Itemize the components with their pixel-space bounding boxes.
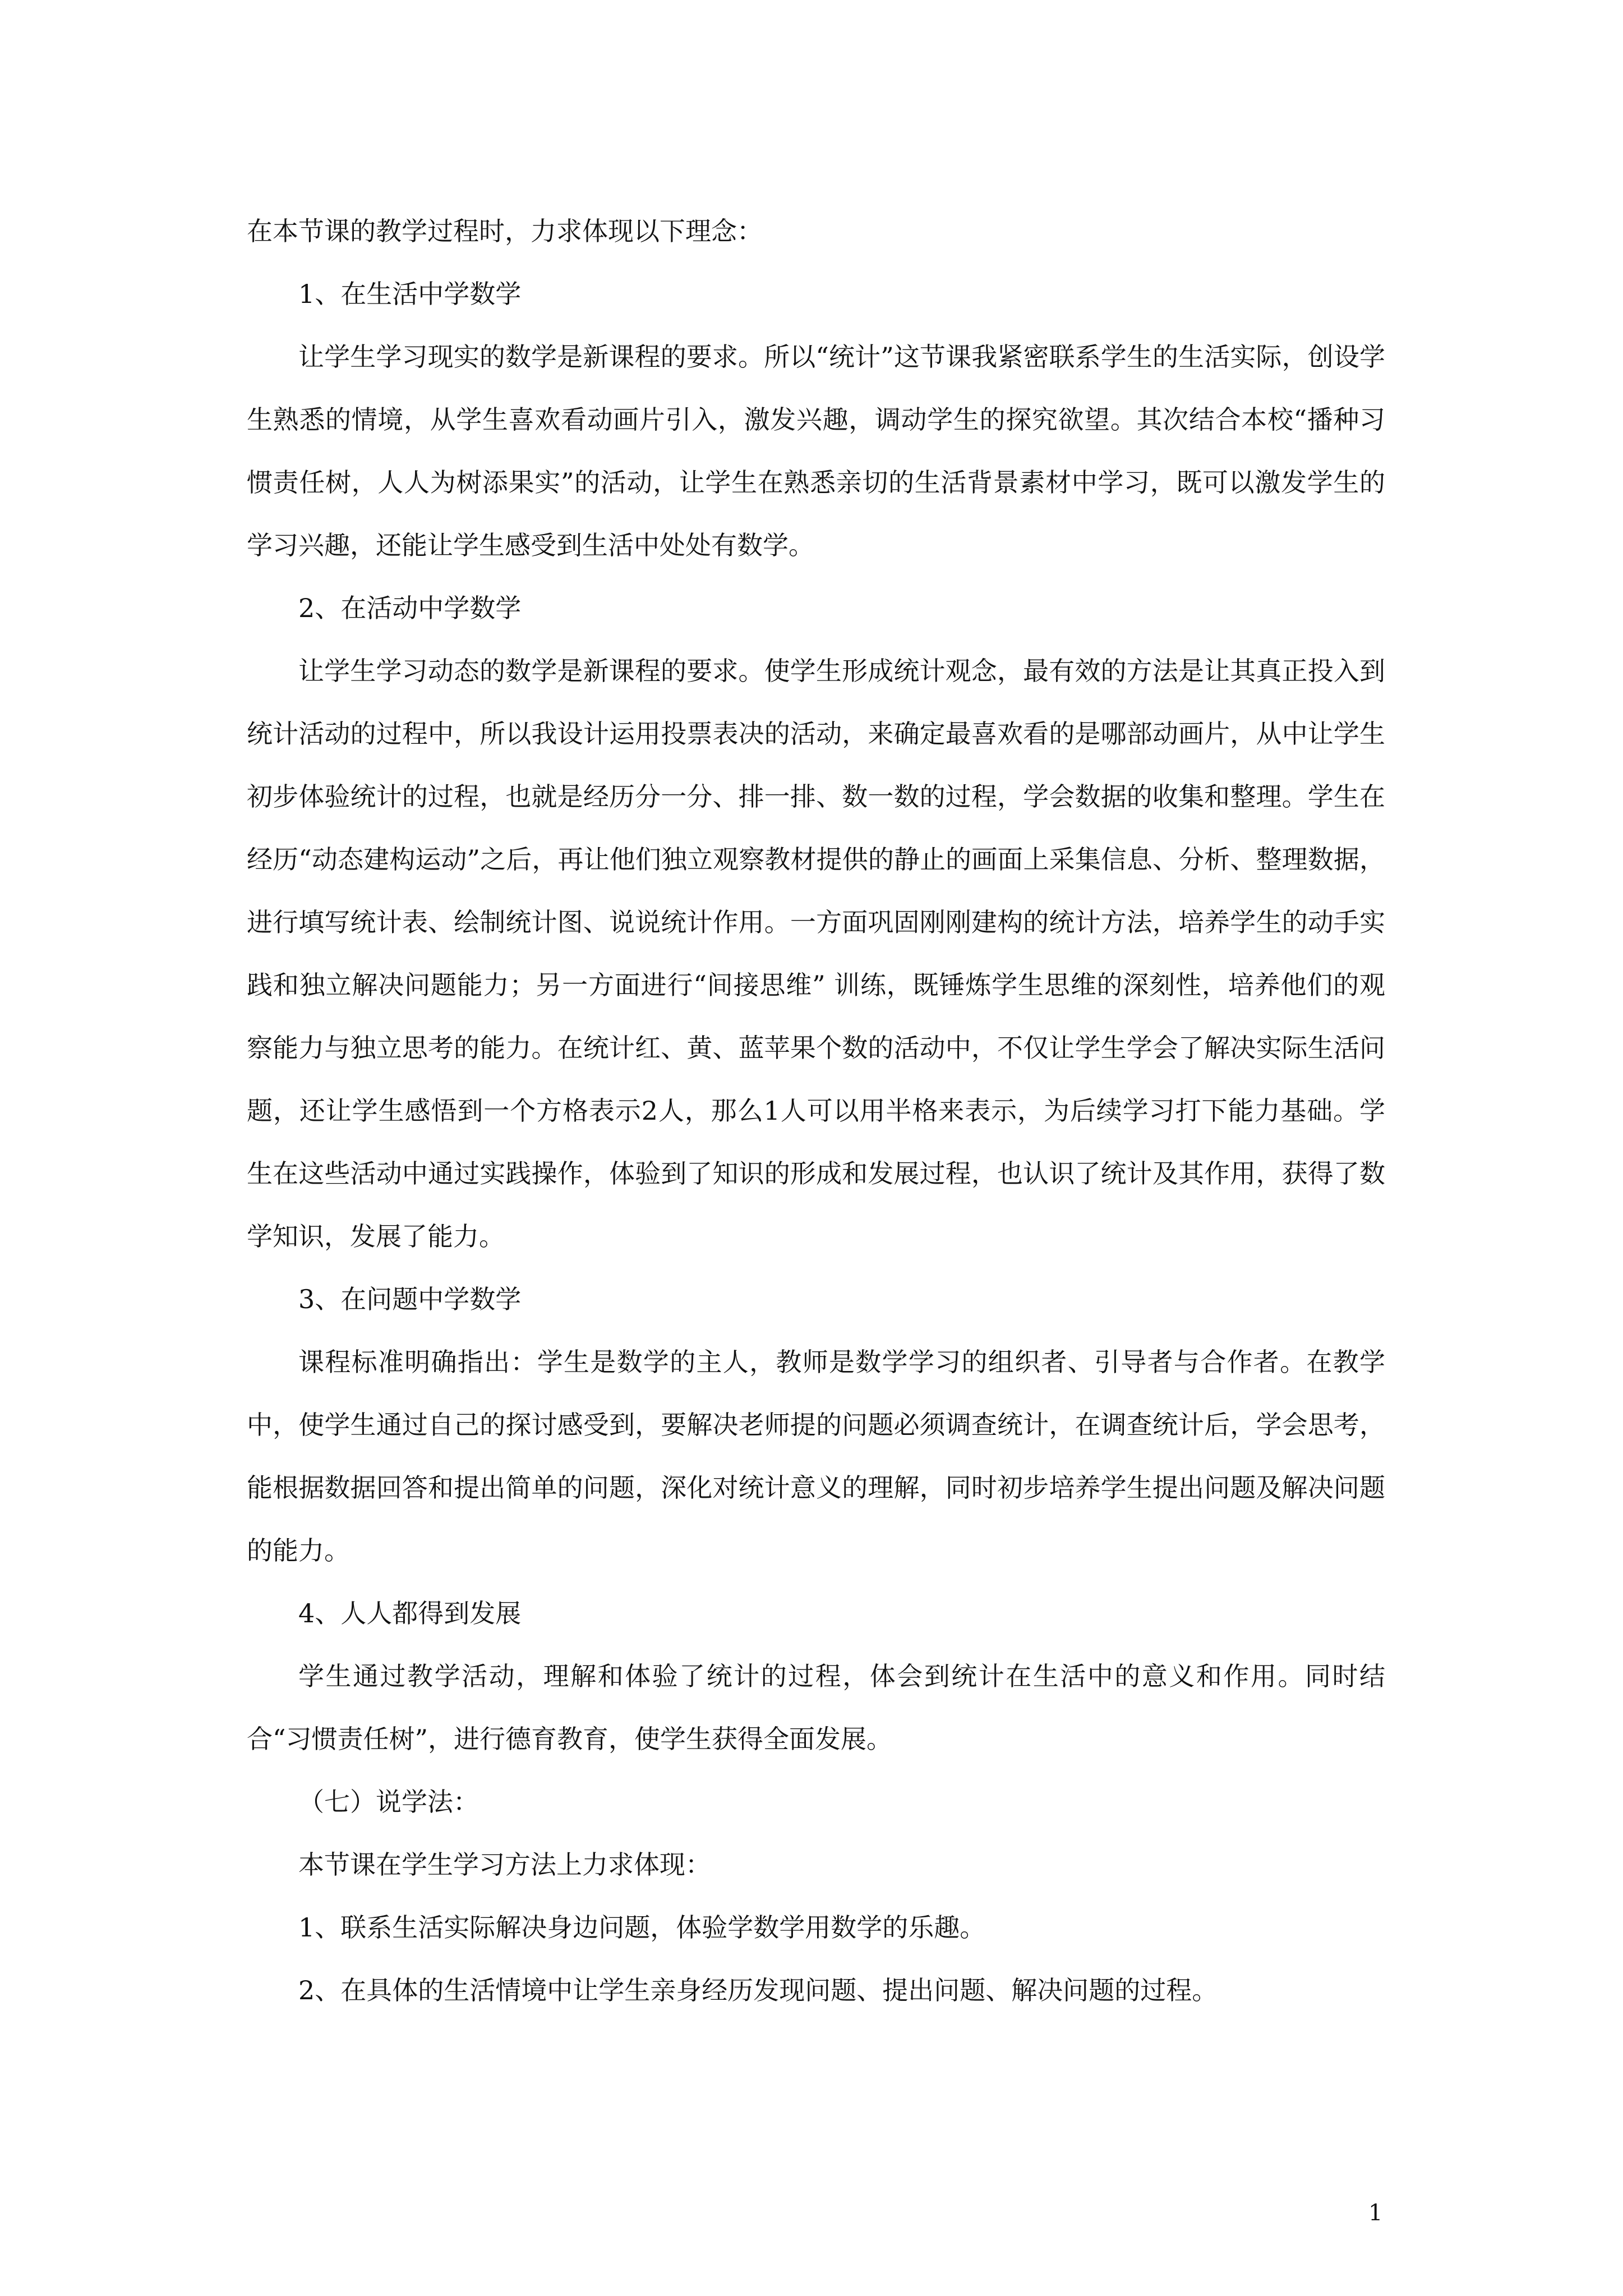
section-heading-2: 2、在活动中学数学 (298, 593, 522, 623)
paragraph-1: 让学生学习现实的数学是新课程的要求。所以“统计”这节课我紧密联系学生的生活实际，创设学生熟悉的情境，从学生喜欢看动画片引入，激发兴趣，调动学生的探究欲望。其次结合本校“播种习惯责任树，人人为树添果实”的活动，让学生在熟悉亲切的生活背景素材中学习，既可以激发学生的学习兴趣，还能让学生感受到生活中处处有数学。 (247, 342, 1385, 560)
section-heading-1: 1、在生活中学数学 (298, 279, 522, 309)
document-body (247, 200, 1385, 2022)
learning-method-intro: 本节课在学生学习方法上力求体现： (298, 1849, 711, 1880)
paragraph-4: 学生通过教学活动，理解和体验了统计的过程，体会到统计在生活中的意义和作用。同时结合“习惯责任树”，进行德育教育，使学生获得全面发展。 (247, 1661, 1385, 1754)
section-heading-7: （七）说学法： (298, 1787, 479, 1817)
paragraph-2: 让学生学习动态的数学是新课程的要求。使学生形成统计观念，最有效的方法是让其真正投入到统计活动的过程中，所以我设计运用投票表决的活动，来确定最喜欢看的是哪部动画片，从中让学生初步体验统计的过程，也就是经历分一分、排一排、数一数的过程，学会数据的收集和整理。学生在经历“动态建构运动”之后，再让他们独立观察教材提供的静止的画面上采集信息、分析、整理数据，进行填写统计表、绘制统计图、说说统计作用。一方面巩固刚刚建构的统计方法，培养学生的动手实践和独立解决问题能力；另一方面进行“间接思维” 训练，既锤炼学生思维的深刻性，培养他们的观察能力与独立思考的能力。在统计红、黄、蓝苹果个数的活动中，不仅让学生学会了解决实际生活问题，还让学生感悟到一个方格表示2人，那么1人可以用半格来表示，为后续学习打下能力基础。学生在这些活动中通过实践操作，体验到了知识的形成和发展过程，也认识了统计及其作用，获得了数学知识，发展了能力。 (247, 656, 1385, 1251)
learning-method-item-2: 2、在具体的生活情境中让学生亲身经历发现问题、提出问题、解决问题的过程。 (298, 1975, 1218, 2005)
paragraph-3: 课程标准明确指出：学生是数学的主人，教师是数学学习的组织者、引导者与合作者。在教学中，使学生通过自己的探讨感受到，要解决老师提的问题必须调查统计，在调查统计后，学会思考，能根据数据回答和提出简单的问题，深化对统计意义的理解，同时初步培养学生提出问题及解决问题的能力。 (247, 1347, 1385, 1566)
intro-line: 在本节课的教学过程时，力求体现以下理念： (247, 216, 763, 246)
page-number: 1 (1368, 2200, 1383, 2226)
learning-method-item-1: 1、联系生活实际解决身边问题，体验学数学用数学的乐趣。 (298, 1912, 986, 1943)
section-heading-4: 4、人人都得到发展 (298, 1598, 522, 1628)
section-heading-3: 3、在问题中学数学 (298, 1284, 522, 1314)
